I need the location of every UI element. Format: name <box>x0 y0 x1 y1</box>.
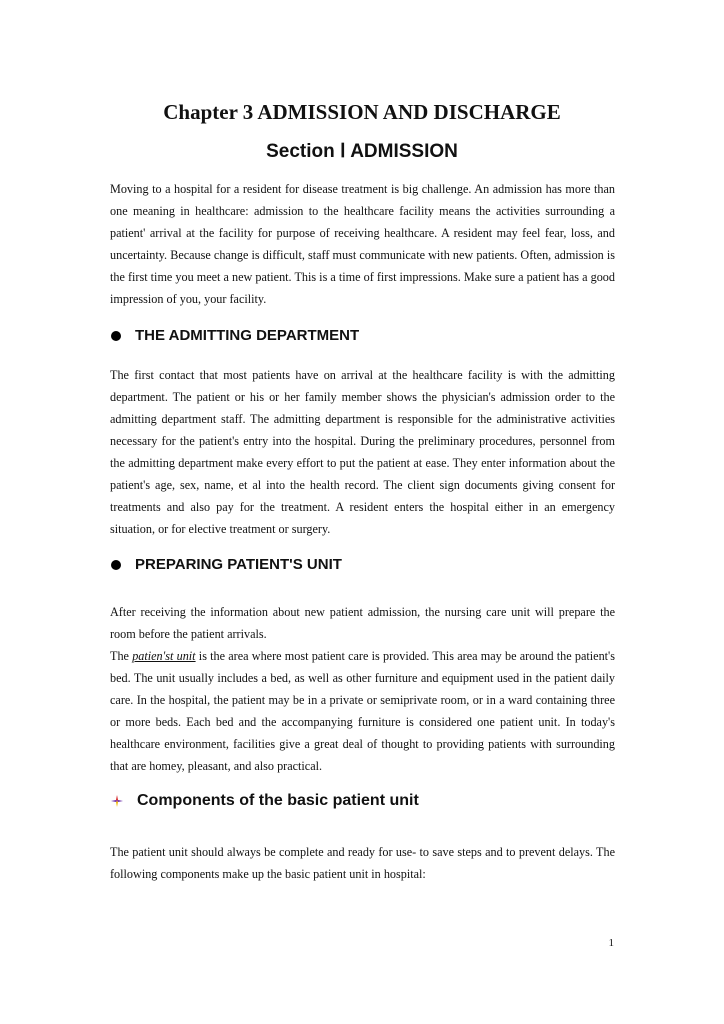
bullet-icon <box>111 331 121 341</box>
four-point-star-icon <box>111 795 123 807</box>
preparing-p2-prefix: The <box>110 649 133 663</box>
page-number: 1 <box>608 937 614 949</box>
heading-preparing-unit <box>111 556 342 573</box>
heading-components-label: Components of the basic patient unit <box>137 792 419 809</box>
section-title: Section Ⅰ ADMISSION <box>266 141 458 162</box>
bullet-icon <box>111 560 121 570</box>
heading-admitting-label: THE ADMITTING DEPARTMENT <box>135 327 360 344</box>
heading-components <box>111 792 419 810</box>
chapter-title: Chapter 3 ADMISSION AND DISCHARGE <box>163 100 561 124</box>
patient-unit-term: patien'st unit <box>132 649 196 663</box>
heading-admitting-department <box>111 327 359 344</box>
components-paragraph: The patient unit should always be complete and ready for use- to save steps and to prevent delays. The following components make up the basic patient unit in hospital: <box>110 845 615 881</box>
preparing-paragraph-1: After receiving the information about new patient admission, the nursing care unit will prepare the room before the patient arrivals. <box>110 605 615 641</box>
intro-paragraph: Moving to a hospital for a resident for disease treatment is big challenge. An admission has more than one meaning in healthcare: admission to the healthcare facility means the activities surrounding a patient' arrival at the facility for purpose of receiving healthcare. A resident may feel fear, loss, and uncertainty. Because change is difficult, staff must communicate with new patients. Often, admission is the first time you meet a new patient. This is a time of first impressions. Make sure a patient has a good impression of you, your facility. <box>110 182 615 306</box>
admitting-paragraph: The first contact that most patients have on arrival at the healthcare facility is with the admitting department. The patient or his or her family member shows the physician's admission order to the admitting department staff. The admitting department is responsible for the administrative activities necessary for the patient's entry into the hospital. During the preliminary procedures, personnel from the admitting department make every effort to put the patient at ease. They enter information about the patient's age, sex, name, et al into the health record. The client sign documents giving consent for treatments and also pay for the treatment. A resident enters the hospital either in an emergency situation, or for elective treatment or surgery. <box>110 368 615 536</box>
preparing-p2-rest: is the area where most patient care is provided. This area may be around the patient's bed. The unit usually includes a bed, as well as other furniture and equipment used in the patient daily care. In the hospital, the patient may be in a private or semiprivate room, or in a ward containing three or more beds. Each bed and the accompanying furniture is considered one patient unit. In today's healthcare environment, facilities give a great deal of thought to providing patients with surrounding that are homey, pleasant, and also practical. <box>110 649 615 773</box>
heading-preparing-label: PREPARING PATIENT'S UNIT <box>135 556 342 573</box>
preparing-paragraph-2 <box>110 645 615 777</box>
